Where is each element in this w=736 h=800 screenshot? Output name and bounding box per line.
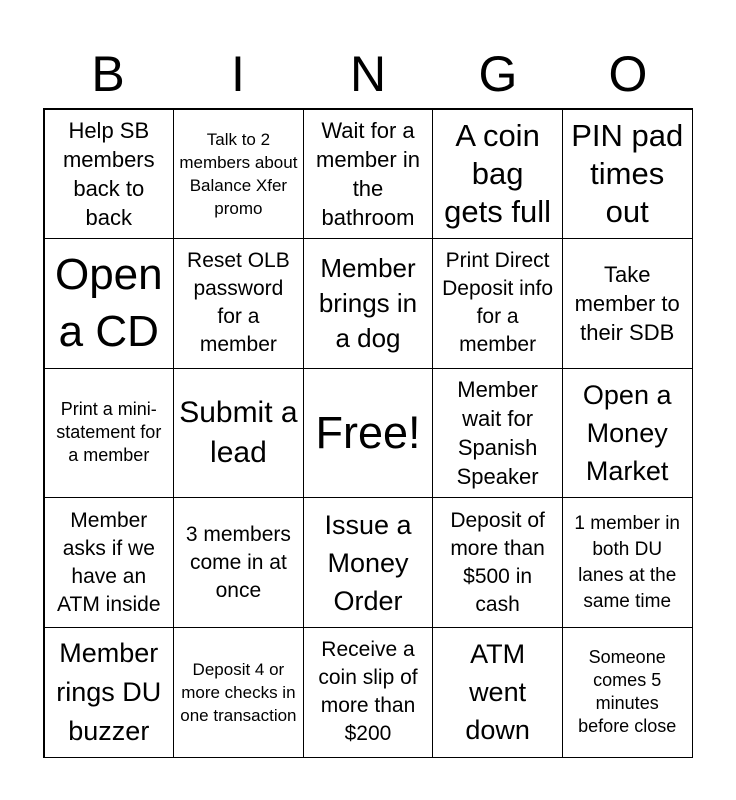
cell-text: 1 member in both DU lanes at the same time bbox=[574, 512, 680, 612]
cell-text: Open a Money Market bbox=[582, 379, 672, 486]
bingo-cell[interactable] bbox=[44, 627, 175, 758]
cell-text: Submit a lead bbox=[179, 395, 298, 469]
bingo-cell[interactable] bbox=[432, 627, 563, 758]
cell-text: Help SB members back to back bbox=[62, 117, 155, 230]
cell-text: Take member to their SDB bbox=[574, 261, 680, 345]
cell-text: Talk to 2 members about Balance Xfer promo bbox=[179, 129, 298, 218]
bingo-cell[interactable] bbox=[562, 627, 693, 758]
cell-text: Open a CD bbox=[54, 250, 163, 357]
header-letter-b: B bbox=[91, 46, 125, 102]
bingo-cell[interactable] bbox=[173, 109, 304, 240]
cell-text: Receive a coin slip of more than $200 bbox=[318, 638, 418, 746]
bingo-cell[interactable] bbox=[432, 238, 563, 369]
header-letter-n: N bbox=[349, 46, 387, 102]
bingo-cell[interactable] bbox=[303, 627, 434, 758]
cell-text: Member asks if we have an ATM inside bbox=[57, 508, 161, 616]
bingo-cell[interactable] bbox=[44, 497, 175, 628]
bingo-cell[interactable] bbox=[44, 238, 175, 369]
cell-text: Member wait for Spanish Speaker bbox=[456, 376, 539, 489]
cell-text: Print Direct Deposit info for a member bbox=[442, 249, 554, 357]
header-letter-i: I bbox=[231, 46, 245, 102]
cell-text: Print a mini-statement for a member bbox=[56, 399, 162, 466]
cell-text: Member brings in a dog bbox=[318, 252, 418, 353]
bingo-cell[interactable] bbox=[44, 368, 175, 499]
cell-text: A coin bag gets full bbox=[444, 117, 552, 229]
cell-text: 3 members come in at once bbox=[185, 522, 291, 602]
bingo-cell[interactable] bbox=[173, 627, 304, 758]
cell-text: Reset OLB password for a member bbox=[187, 249, 290, 357]
bingo-cell[interactable] bbox=[432, 109, 563, 240]
cell-text: Someone comes 5 minutes before close bbox=[578, 647, 677, 737]
bingo-cell[interactable] bbox=[562, 368, 693, 499]
bingo-header bbox=[43, 40, 693, 108]
cell-text: Member rings DU buzzer bbox=[56, 637, 162, 746]
cell-text: Issue a Money Order bbox=[324, 509, 412, 616]
bingo-cell-free[interactable] bbox=[303, 368, 434, 499]
bingo-cell[interactable] bbox=[303, 238, 434, 369]
header-letter-o: O bbox=[608, 46, 648, 102]
bingo-cell[interactable] bbox=[562, 238, 693, 369]
cell-text: Wait for a member in the bathroom bbox=[316, 117, 420, 230]
bingo-cell[interactable] bbox=[173, 238, 304, 369]
bingo-cell[interactable] bbox=[303, 497, 434, 628]
cell-text: Free! bbox=[315, 406, 421, 458]
cell-text: Deposit of more than $500 in cash bbox=[450, 508, 545, 616]
bingo-cell[interactable] bbox=[44, 109, 175, 240]
bingo-cell[interactable] bbox=[562, 497, 693, 628]
bingo-cell[interactable] bbox=[432, 497, 563, 628]
bingo-cell[interactable] bbox=[432, 368, 563, 499]
bingo-board bbox=[43, 108, 693, 758]
header-letter-g: G bbox=[478, 46, 518, 102]
bingo-cell[interactable] bbox=[173, 368, 304, 499]
cell-text: ATM went down bbox=[465, 639, 530, 746]
cell-text: PIN pad times out bbox=[571, 117, 684, 229]
bingo-cell[interactable] bbox=[303, 109, 434, 240]
bingo-cell[interactable] bbox=[173, 497, 304, 628]
cell-text: Deposit 4 or more checks in one transaction bbox=[180, 659, 297, 725]
bingo-cell[interactable] bbox=[562, 109, 693, 240]
